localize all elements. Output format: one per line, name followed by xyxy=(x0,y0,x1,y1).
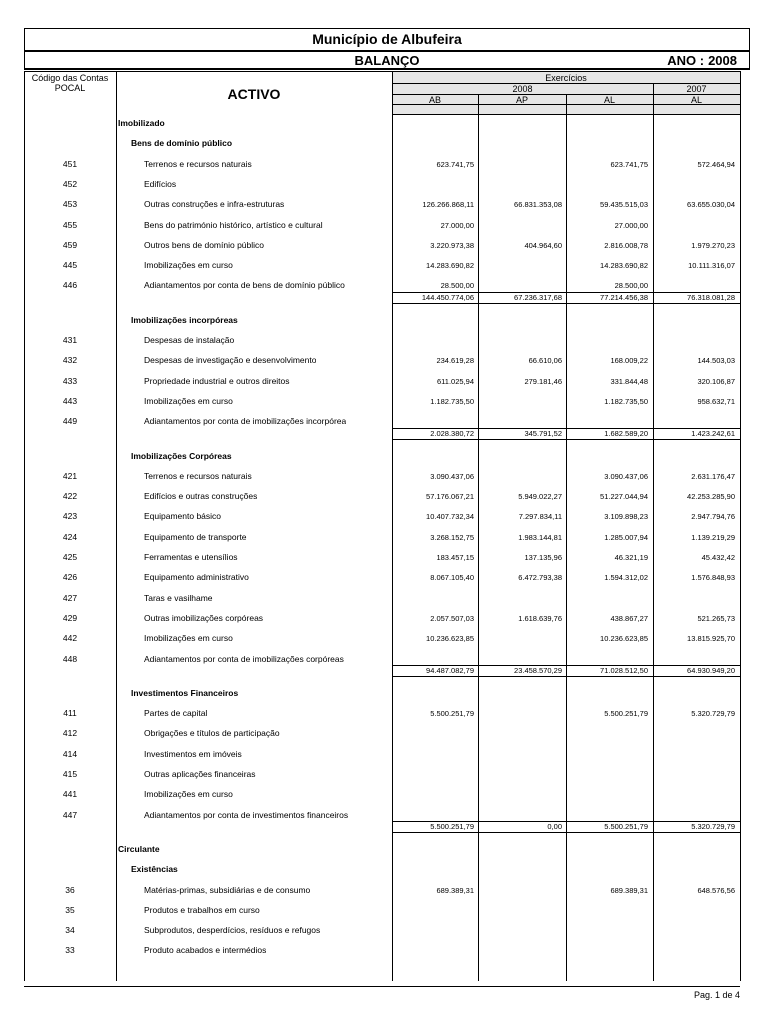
year-indicator xyxy=(663,52,737,70)
account-description: Ferramentas e utensílios xyxy=(144,552,238,562)
account-code: 432 xyxy=(62,355,78,366)
subtotal-al07: 5.320.729,79 xyxy=(691,821,735,831)
account-code: 411 xyxy=(63,708,77,719)
value-al: 59.435.515,03 xyxy=(600,200,648,210)
subsection-heading-row xyxy=(0,311,770,331)
subsection-heading-row xyxy=(0,134,770,154)
value-ab: 10.236.623,85 xyxy=(426,634,474,644)
account-description: Adiantamentos por conta de imobilizações corpóreas xyxy=(144,653,344,664)
year-value: 2008 xyxy=(708,53,737,68)
subtotal-row xyxy=(0,293,770,304)
value-ab: 183.457,15 xyxy=(436,553,474,562)
subsection-label: Investimentos Financeiros xyxy=(131,687,239,698)
value-ab: 57.176.067,21 xyxy=(426,492,474,502)
subtotal-al07: 76.318.081,28 xyxy=(687,292,735,302)
account-code: 452 xyxy=(62,178,78,189)
table-row xyxy=(0,175,770,195)
value-ab: 10.407.732,34 xyxy=(426,512,474,522)
subtotal-ab: 2.028.380,72 xyxy=(430,428,474,438)
table-row xyxy=(0,704,770,724)
account-description: Terrenos e recursos naturais xyxy=(144,158,252,169)
value-ap: 66.610,06 xyxy=(528,356,562,366)
value-al: 1.285.007,94 xyxy=(604,532,648,542)
account-code: 426 xyxy=(62,572,78,583)
value-ab: 623.741,75 xyxy=(436,159,474,169)
section-heading-row xyxy=(0,114,770,134)
value-ab: 234.619,28 xyxy=(436,356,474,366)
subsection-label: Imobilizações incorpóreas xyxy=(131,314,238,325)
account-code: 445 xyxy=(62,260,78,271)
value-ap: 279.181,46 xyxy=(524,376,562,386)
value-al: 689.389,31 xyxy=(610,885,648,895)
value-ab: 3.220.973,38 xyxy=(430,240,474,250)
account-code: 35 xyxy=(65,904,75,915)
municipality-title: Município de Albufeira xyxy=(24,28,750,50)
table-row xyxy=(0,568,770,588)
activo-heading: ACTIVO xyxy=(227,86,281,102)
table-row xyxy=(0,216,770,236)
year-label: ANO : xyxy=(667,53,705,68)
account-description: Matérias-primas, subsidiárias e de consumo xyxy=(144,884,311,895)
year-2007-header: 2007 xyxy=(686,84,707,94)
table-row xyxy=(0,195,770,215)
value-al: 14.283.690,82 xyxy=(600,261,648,271)
table-row xyxy=(0,351,770,371)
table-row xyxy=(0,487,770,507)
subsection-heading-row xyxy=(0,447,770,467)
account-description: Despesas de investigação e desenvolvimento xyxy=(144,355,317,366)
table-row xyxy=(0,609,770,629)
account-code: 459 xyxy=(62,239,78,250)
table-row xyxy=(0,724,770,744)
account-code: 414 xyxy=(62,748,78,759)
account-description: Bens do património histórico, artístico e cultural xyxy=(144,219,323,230)
table-row xyxy=(0,589,770,609)
account-description: Investimentos em imóveis xyxy=(144,748,242,759)
subtotal-al: 5.500.251,79 xyxy=(604,821,648,831)
value-al: 28.500,00 xyxy=(614,281,648,291)
table-row xyxy=(0,629,770,649)
account-description: Outras construções e infra-estruturas xyxy=(144,199,285,210)
account-description: Outras imobilizações corpóreas xyxy=(144,612,264,623)
section-label: Circulante xyxy=(118,843,160,854)
table-row xyxy=(0,881,770,901)
subtotal-al07: 1.423.242,61 xyxy=(691,428,735,438)
value-al: 438.867,27 xyxy=(610,613,648,623)
code-header-line2: POCAL xyxy=(54,83,86,93)
subsection-heading-row xyxy=(0,684,770,704)
account-description: Equipamento de transporte xyxy=(144,531,247,542)
value-al07: 958.632,71 xyxy=(697,396,735,406)
subtotal-al: 71.028.512,50 xyxy=(600,665,648,675)
subtotal-ap: 0,00 xyxy=(547,821,562,831)
value-ab: 126.266.868,11 xyxy=(422,200,474,210)
table-row xyxy=(0,765,770,785)
account-code: 443 xyxy=(62,395,78,406)
account-code: 425 xyxy=(62,552,78,562)
value-al07: 1.139.219,29 xyxy=(691,532,735,542)
table-row xyxy=(0,507,770,527)
account-code: 415 xyxy=(62,769,78,779)
account-description: Terrenos e recursos naturais xyxy=(144,470,252,481)
account-description: Outros bens de domínio público xyxy=(144,239,265,250)
value-ab: 2.057.507,03 xyxy=(430,613,474,623)
value-ap: 1.983.144,81 xyxy=(518,532,562,542)
account-code: 453 xyxy=(62,199,78,210)
value-ab: 14.283.690,82 xyxy=(426,261,474,271)
footer-rule xyxy=(24,986,740,987)
account-description: Adiantamentos por conta de bens de domínio público xyxy=(144,280,345,291)
table-row xyxy=(0,392,770,412)
value-al: 1.182.735,50 xyxy=(604,396,648,406)
value-al: 1.594.312,02 xyxy=(604,573,648,583)
subtotal-ap: 67.236.317,68 xyxy=(514,292,562,302)
value-ap: 404.964,60 xyxy=(524,240,562,250)
value-al07: 63.655.030,04 xyxy=(687,200,735,210)
account-code: 449 xyxy=(62,416,78,427)
account-code: 427 xyxy=(62,592,78,603)
value-ab: 1.182.735,50 xyxy=(430,396,474,406)
table-row xyxy=(0,372,770,392)
value-al: 3.090.437,06 xyxy=(604,471,648,481)
value-al07: 2.947.794,76 xyxy=(691,512,735,522)
subtotal-row xyxy=(0,822,770,833)
code-header-line1: Código das Contas xyxy=(31,73,109,83)
value-ap: 137.135,96 xyxy=(524,553,562,562)
account-code: 441 xyxy=(62,789,78,800)
account-description: Equipamento básico xyxy=(144,511,222,522)
table-row xyxy=(0,155,770,175)
account-description: Adiantamentos por conta de investimentos financeiros xyxy=(144,809,349,820)
subtotal-al: 1.682.589,20 xyxy=(604,428,648,438)
value-al07: 572.464,94 xyxy=(697,159,735,169)
account-description: Produto acabados e intermédios xyxy=(144,945,267,956)
value-al07: 13.815.925,70 xyxy=(687,634,735,644)
al-2007-header: AL xyxy=(690,95,702,105)
value-al07: 45.432,42 xyxy=(701,553,735,562)
table-row xyxy=(0,921,770,941)
table-row xyxy=(0,548,770,568)
value-al07: 42.253.285,90 xyxy=(687,492,735,502)
account-code: 33 xyxy=(65,945,75,956)
account-code: 423 xyxy=(62,511,78,522)
value-al07: 1.979.270,23 xyxy=(691,240,735,250)
account-description: Equipamento administrativo xyxy=(144,572,249,583)
account-code: 455 xyxy=(62,219,78,230)
year-2008-header: 2008 xyxy=(512,84,533,94)
account-description: Imobilizações em curso xyxy=(144,633,233,644)
table-row xyxy=(0,467,770,487)
value-ab: 689.389,31 xyxy=(436,885,474,895)
account-code: 446 xyxy=(62,280,78,291)
value-al: 3.109.898,23 xyxy=(604,512,648,522)
account-description: Adiantamentos por conta de imobilizações incorpórea xyxy=(144,416,347,427)
account-description: Imobilizações em curso xyxy=(144,260,233,271)
value-al: 46.321,19 xyxy=(614,553,648,562)
table-row xyxy=(0,331,770,351)
subtotal-ap: 23.458.570,29 xyxy=(514,665,562,675)
account-description: Subprodutos, desperdícios, resíduos e refugos xyxy=(144,925,321,936)
account-description: Taras e vasilhame xyxy=(144,592,213,603)
subsection-heading-row xyxy=(0,860,770,880)
account-code: 34 xyxy=(65,925,75,936)
subsection-label: Bens de domínio público xyxy=(131,138,233,149)
value-al: 623.741,75 xyxy=(610,159,648,169)
value-ap: 66.831.353,08 xyxy=(514,200,562,210)
account-description: Produtos e trabalhos em curso xyxy=(144,904,260,915)
value-al07: 10.111.316,07 xyxy=(688,261,735,271)
ap-header: AP xyxy=(515,95,528,105)
value-ab: 27.000,00 xyxy=(440,220,474,230)
value-al07: 1.576.848,93 xyxy=(691,573,735,583)
value-ab: 28.500,00 xyxy=(440,281,474,291)
subtotal-row xyxy=(0,429,770,440)
value-al07: 5.320.729,79 xyxy=(691,709,735,719)
value-ab: 3.268.152,75 xyxy=(430,532,474,542)
subtotal-row xyxy=(0,666,770,677)
account-description: Outras aplicações financeiras xyxy=(144,769,256,779)
value-al07: 2.631.176,47 xyxy=(691,471,735,481)
value-ab: 5.500.251,79 xyxy=(430,709,474,719)
section-label: Imobilizado xyxy=(118,118,165,128)
account-description: Obrigações e títulos de participação xyxy=(144,728,280,739)
exercises-header: Exercícios xyxy=(545,73,587,83)
table-row xyxy=(0,236,770,256)
value-al07: 648.576,56 xyxy=(697,885,735,895)
value-ap: 1.618.639,76 xyxy=(518,613,562,623)
account-code: 431 xyxy=(62,335,78,345)
value-al: 5.500.251,79 xyxy=(604,709,648,719)
account-code: 448 xyxy=(62,653,78,664)
report-title: BALANÇO xyxy=(354,53,420,68)
ab-header: AB xyxy=(428,95,441,105)
account-description: Edifícios e outras construções xyxy=(144,491,258,502)
subtotal-al: 77.214.456,38 xyxy=(600,292,648,302)
code-column-header xyxy=(24,73,116,93)
account-code: 447 xyxy=(62,809,78,820)
subsection-label: Imobilizações Corpóreas xyxy=(131,450,232,461)
account-code: 429 xyxy=(62,612,78,623)
account-code: 36 xyxy=(65,884,75,895)
value-ab: 611.025,94 xyxy=(437,376,474,386)
account-code: 424 xyxy=(62,531,78,542)
account-description: Imobilizações em curso xyxy=(144,789,233,800)
account-code: 422 xyxy=(62,491,78,502)
value-al07: 144.503,03 xyxy=(697,356,735,366)
value-al07: 320.106,87 xyxy=(697,376,735,386)
value-ap: 5.949.022,27 xyxy=(518,492,562,502)
account-code: 442 xyxy=(62,633,78,644)
account-description: Imobilizações em curso xyxy=(144,395,233,406)
value-ab: 3.090.437,06 xyxy=(430,471,474,481)
section-heading-row xyxy=(0,840,770,860)
table-row xyxy=(0,745,770,765)
value-al: 2.816.008,78 xyxy=(604,240,648,250)
table-row xyxy=(0,941,770,961)
account-description: Edifícios xyxy=(144,178,177,189)
account-code: 412 xyxy=(62,728,78,739)
table-row xyxy=(0,785,770,805)
table-row xyxy=(0,528,770,548)
account-description: Propriedade industrial e outros direitos xyxy=(144,375,290,386)
account-code: 433 xyxy=(62,375,78,386)
value-ap: 7.297.834,11 xyxy=(518,512,562,522)
value-al: 51.227.044,94 xyxy=(600,492,648,502)
subsection-label: Existências xyxy=(131,864,178,875)
subtotal-ab: 94.487.082,79 xyxy=(426,665,474,675)
subtotal-ab: 144.450.774,06 xyxy=(421,292,474,302)
page-number: Pag. 1 de 4 xyxy=(693,990,740,1000)
report-title-bar xyxy=(24,50,750,70)
table-row xyxy=(0,256,770,276)
subtotal-ab: 5.500.251,79 xyxy=(430,821,474,831)
value-al07: 521.265,73 xyxy=(697,613,735,623)
subtotal-ap: 345.791,52 xyxy=(524,428,562,438)
value-ab: 8.067.105,40 xyxy=(430,573,474,583)
account-description: Partes de capital xyxy=(144,708,208,719)
value-al: 168.009,22 xyxy=(610,356,648,366)
account-code: 421 xyxy=(62,470,78,481)
account-code: 451 xyxy=(62,158,78,169)
value-al: 27.000,00 xyxy=(614,220,648,230)
al-header: AL xyxy=(603,95,615,105)
value-al: 10.236.623,85 xyxy=(600,634,648,644)
value-al: 331.844,48 xyxy=(610,376,648,386)
account-description: Despesas de instalação xyxy=(144,335,235,345)
subtotal-al07: 64.930.949,20 xyxy=(687,665,735,675)
value-ap: 6.472.793,38 xyxy=(518,573,562,583)
table-row xyxy=(0,901,770,921)
